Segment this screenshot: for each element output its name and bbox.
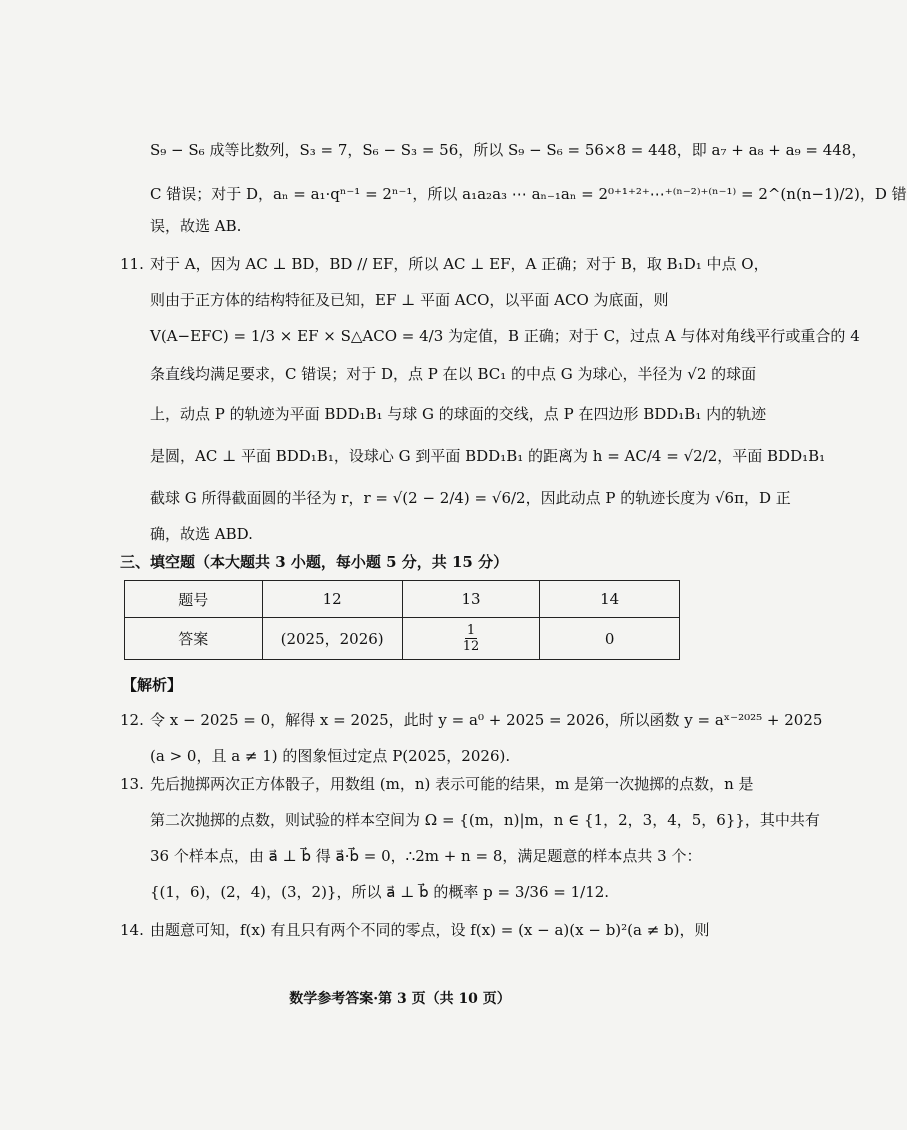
table-cell: 13: [402, 581, 540, 618]
text-line: 对于 A，因为 AC ⊥ BD，BD // EF，所以 AC ⊥ EF，A 正确；对于 B，取 B₁D₁ 中点 O，: [150, 255, 769, 273]
table-cell: [402, 618, 540, 660]
text-line: 上，动点 P 的轨迹为平面 BDD₁B₁ 与球 G 的球面的交线，点 P 在四边形 BDD₁B₁ 内的轨迹: [150, 405, 767, 423]
table-cell: 题号: [125, 581, 263, 618]
text-line: S₉ − S₆ 成等比数列，S₃ = 7，S₆ − S₃ = 56，所以 S₉ − S₆ = 56×8 = 448，即 a₇ + a₈ + a₉ = 448，: [150, 141, 867, 159]
question-number-11: 11.: [120, 255, 144, 273]
text-line: 误，故选 AB.: [150, 217, 242, 235]
table-row: [125, 618, 680, 660]
page-footer: 数学参考答案·第 3 页（共 10 页）: [289, 991, 511, 1007]
text-line: V(A−EFC) = 1/3 × EF × S△ACO = 4/3 为定值，B 正确；对于 C，过点 A 与体对角线平行或重合的 4: [150, 327, 860, 345]
text-line: 第二次抛掷的点数，则试验的样本空间为 Ω = {(m，n)|m，n ∈ {1，2，3，4，5，6}}，其中共有: [150, 811, 820, 829]
table-header-row: [125, 581, 680, 618]
fraction: [463, 623, 480, 654]
table-cell: 12: [262, 581, 402, 618]
table-cell: 0: [540, 618, 680, 660]
text-line: 36 个样本点，由 a⃗ ⊥ b⃗ 得 a⃗·b⃗ = 0，∴2m + n = 8，满足题意的样本点共 3 个：: [150, 847, 702, 865]
text-line: 令 x − 2025 = 0，解得 x = 2025，此时 y = a⁰ + 2025 = 2026，所以函数 y = aˣ⁻²⁰²⁵ + 2025: [150, 711, 823, 729]
text-line: 则由于正方体的结构特征及已知，EF ⊥ 平面 ACO，以平面 ACO 为底面，则: [150, 291, 669, 309]
text-line: 是圆，AC ⊥ 平面 BDD₁B₁，设球心 G 到平面 BDD₁B₁ 的距离为 h = AC/4 = √2/2，平面 BDD₁B₁: [150, 447, 826, 465]
analysis-label: 【解析】: [122, 676, 183, 694]
text-line: 由题意可知，f(x) 有且只有两个不同的零点，设 f(x) = (x − a)(x − b)²(a ≠ b)，则: [150, 921, 710, 939]
table-cell: (2025，2026): [262, 618, 402, 660]
text-line: 确，故选 ABD.: [150, 525, 253, 543]
text-line: 先后抛掷两次正方体骰子，用数组 (m，n) 表示可能的结果，m 是第一次抛掷的点数，n 是: [150, 775, 754, 793]
question-number-13: 13.: [120, 775, 144, 793]
text-line: {(1，6)，(2，4)，(3，2)}，所以 a⃗ ⊥ b⃗ 的概率 p = 3/36 = 1/12.: [150, 883, 610, 901]
question-number-12: 12.: [120, 711, 144, 729]
text-line: C 错误；对于 D，aₙ = a₁·qⁿ⁻¹ = 2ⁿ⁻¹，所以 a₁a₂a₃ ⋯ aₙ₋₁aₙ = 2⁰⁺¹⁺²⁺⋯⁺⁽ⁿ⁻²⁾⁺⁽ⁿ⁻¹⁾ = 2^(n(n−1)/2)，D 错: [150, 185, 907, 203]
question-number-14: 14.: [120, 921, 144, 939]
text-line: (a > 0，且 a ≠ 1) 的图象恒过定点 P(2025，2026).: [150, 747, 511, 765]
answer-table: [124, 580, 680, 660]
table-cell: 答案: [125, 618, 263, 660]
section-title: 三、填空题（本大题共 3 小题，每小题 5 分，共 15 分）: [120, 553, 509, 571]
fraction-denominator: 12: [462, 639, 480, 654]
table-cell: 14: [540, 581, 680, 618]
text-line: 截球 G 所得截面圆的半径为 r，r = √(2 − 2/4) = √6/2，因此动点 P 的轨迹长度为 √6π，D 正: [150, 489, 791, 507]
fraction-numerator: 1: [466, 623, 476, 638]
text-line: 条直线均满足要求，C 错误；对于 D，点 P 在以 BC₁ 的中点 G 为球心，半径为 √2 的球面: [150, 365, 757, 383]
